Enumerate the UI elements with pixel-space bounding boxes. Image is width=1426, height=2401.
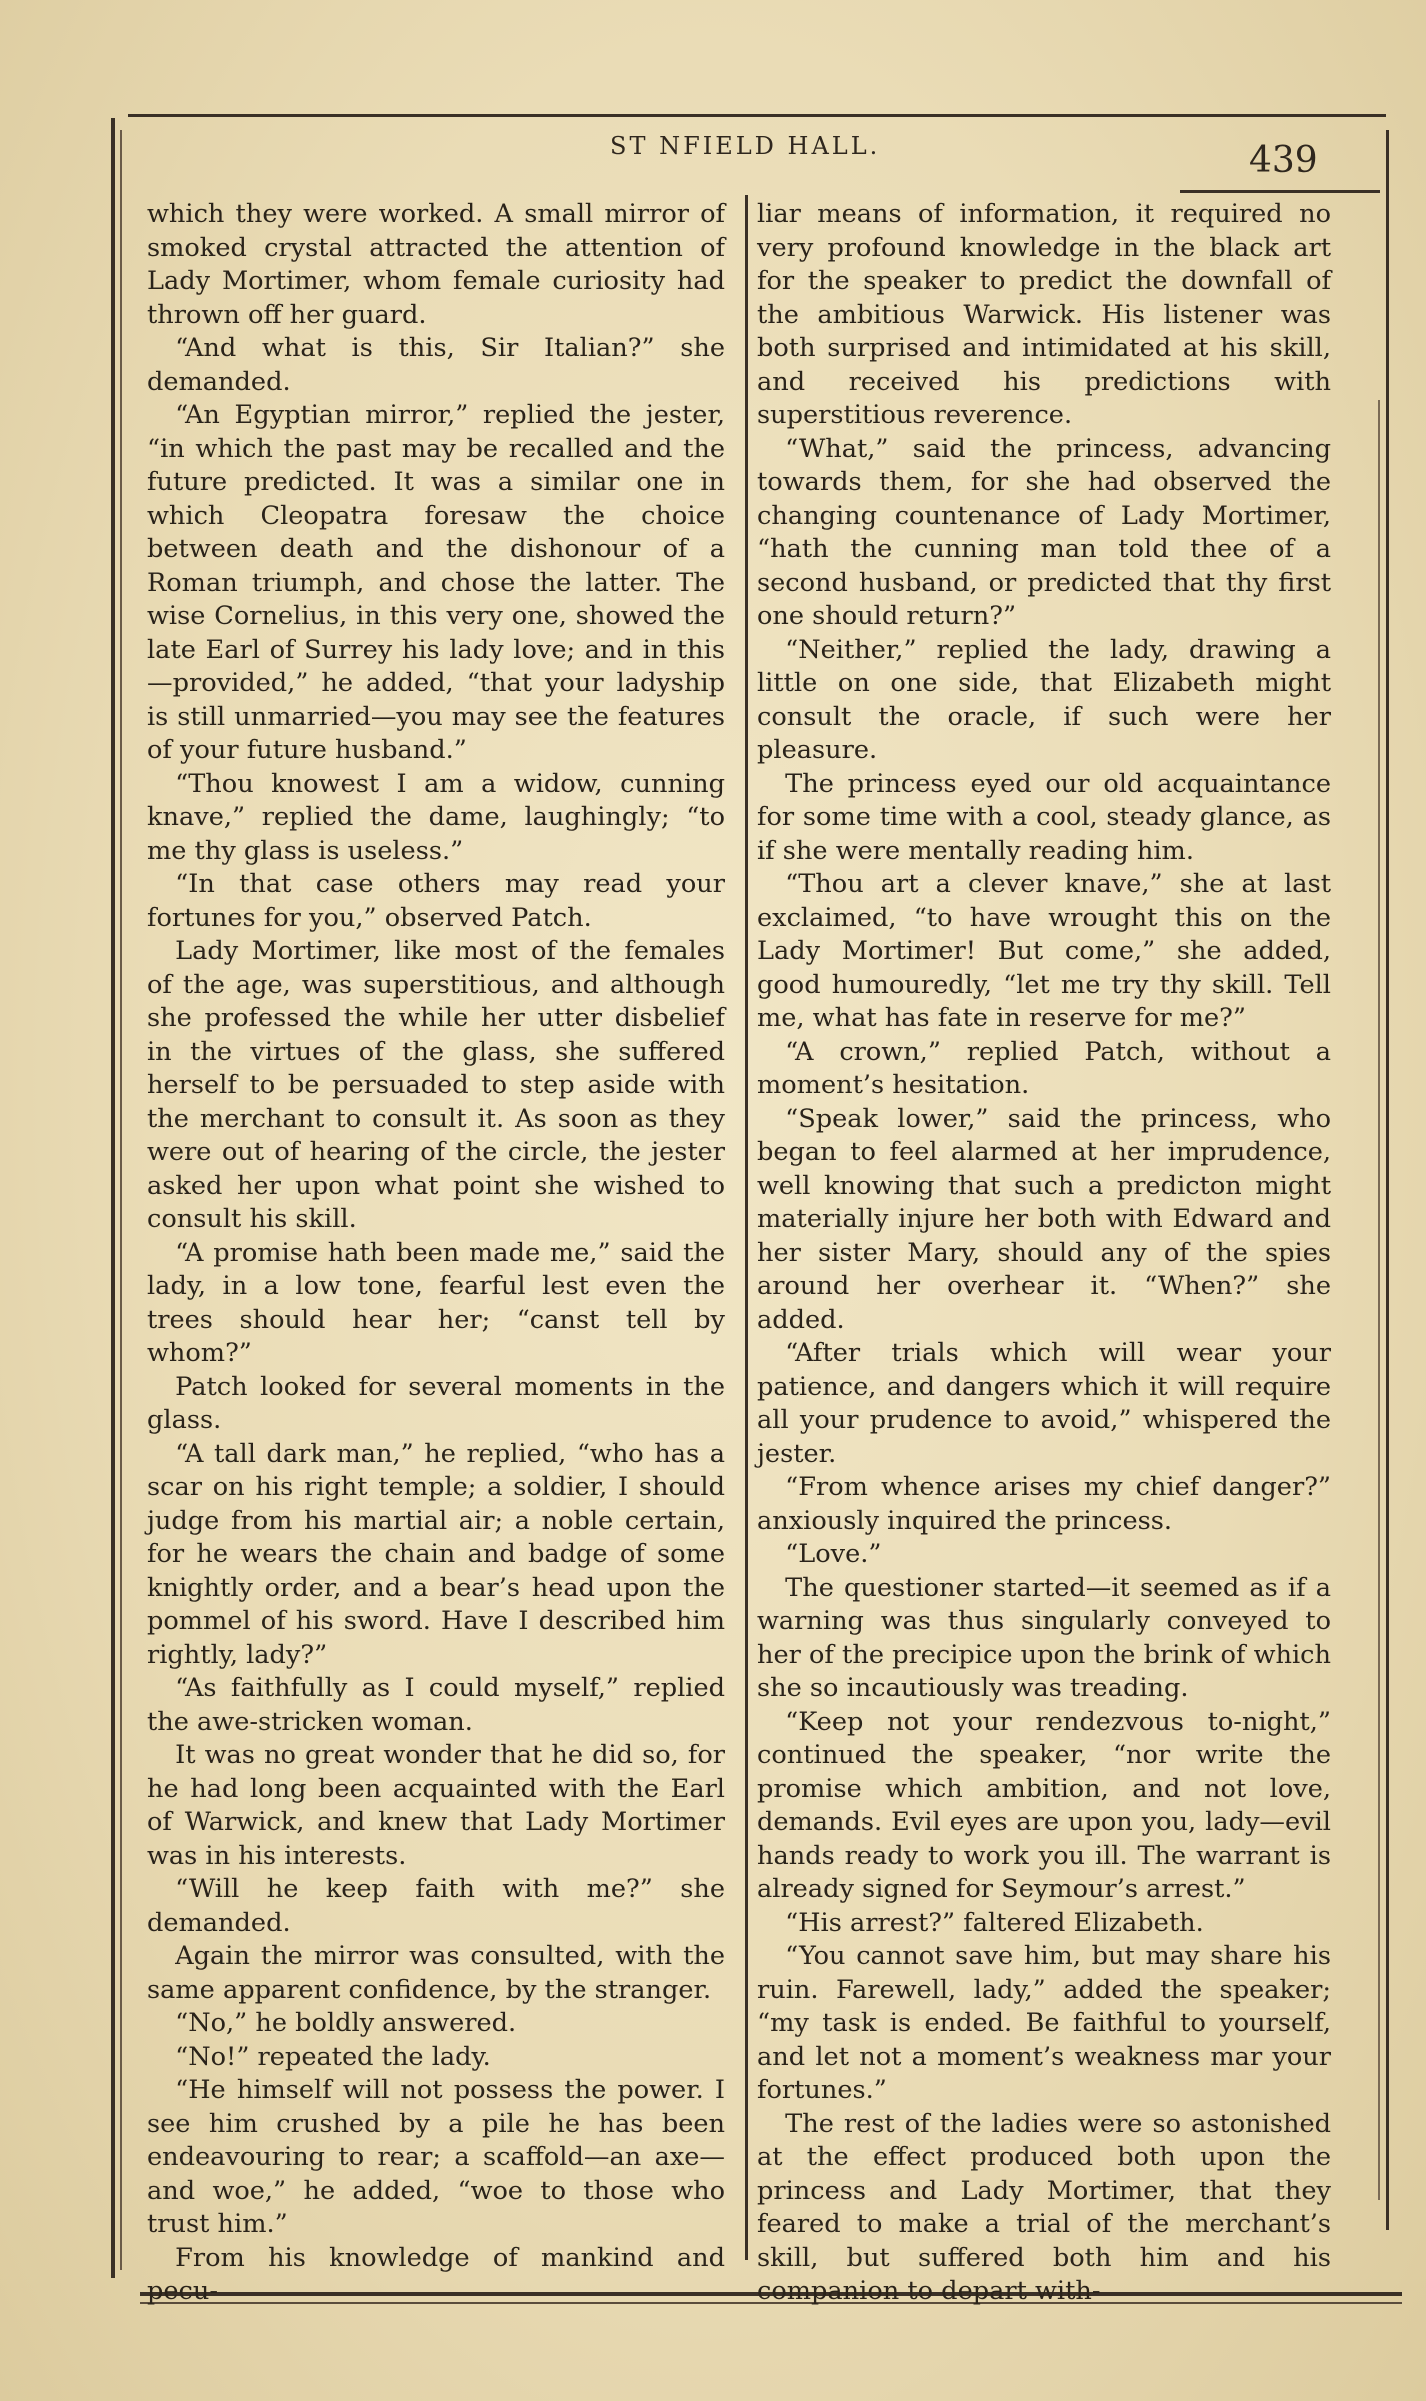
left-inner-border-line xyxy=(120,130,122,2270)
column-divider xyxy=(745,195,748,2260)
running-header: ST NFIELD HALL. xyxy=(610,132,881,160)
page-number: 439 xyxy=(1249,140,1318,181)
page-number-rule xyxy=(1180,190,1380,193)
paragraph: The rest of the ladies were so astonished at the effect produced both upon the princess and Lady Mortimer, that they feared to make a trial of the merchant’s skill, but suffered both him and his companion to depart with- xyxy=(757,2108,1331,2306)
paragraph: “A tall dark man,” he replied, “who has a scar on his right temple; a soldier, I should judge from his martial air; a noble certain, for he wears the chain and badge of some knightly order, and a bear’s head upon the pommel of his sword. Have I described him rightly, lady?” xyxy=(147,1438,725,1670)
left-text-column xyxy=(147,198,725,2309)
paragraph: Again the mirror was consulted, with the same apparent confidence, by the stranger. xyxy=(147,1941,725,2005)
right-inner-border-line xyxy=(1378,400,1380,2200)
paragraph: “What,” said the princess, advancing towards them, for she had observed the changing countenance of Lady Mortimer, “hath the cunning man told thee of a second husband, or predicted that thy first one should return?” xyxy=(757,433,1331,631)
paragraph: “Thou art a clever knave,” she at last exclaimed, “to have wrought this on the Lady Mortimer! But come,” she added, good humouredly, “let me try thy skill. Tell me, what has fate in reserve for me?” xyxy=(757,869,1331,1033)
paragraph: “Speak lower,” said the princess, who began to feel alarmed at her imprudence, well knowing that such a predicton might materially injure her both with Edward and her sister Mary, should any of the spies around her overhear it. “When?” she added. xyxy=(757,1103,1331,1335)
paragraph: “And what is this, Sir Italian?” she demanded. xyxy=(147,333,725,397)
paragraph: “He himself will not possess the power. I see him crushed by a pile he has been endeavouring to rear; a scaffold—an axe—and woe,” he added, “woe to those who trust him.” xyxy=(147,2075,725,2239)
paragraph: “In that case others may read your fortunes for you,” observed Patch. xyxy=(147,869,725,933)
right-text-column xyxy=(757,198,1331,2309)
paragraph: “Love.” xyxy=(785,1539,882,1569)
top-rule xyxy=(128,114,1386,117)
paragraph: “An Egyptian mirror,” replied the jester, “in which the past may be recalled and the future predicted. It was a similar one in which Cleopatra foresaw the choice between death and the dishonour of a Roman triumph, and chose the latter. The wise Cornelius, in this very one, showed the late Earl of Surrey his lady love; and in this—provided,” he added, “that your ladyship is still unmarried—you may see the features of your future husband.” xyxy=(147,400,725,765)
paragraph: The princess eyed our old acquaintance for some time with a cool, steady glance, as if she were mentally reading him. xyxy=(757,768,1331,866)
paragraph: “Thou knowest I am a widow, cunning knave,” replied the dame, laughingly; “to me thy glass is useless.” xyxy=(147,768,725,866)
paragraph: “Will he keep faith with me?” she demanded. xyxy=(147,1874,725,1938)
paragraph: Patch looked for several moments in the glass. xyxy=(147,1371,725,1435)
paragraph: From his knowledge of mankind and pecu- xyxy=(147,2242,725,2306)
paragraph: “You cannot save him, but may share his ruin. Farewell, lady,” added the speaker; “my task is ended. Be faithful to yourself, and let not a moment’s weakness mar your fortunes.” xyxy=(757,1941,1331,2105)
paragraph: liar means of information, it required no very profound knowledge in the black art for the speaker to predict the downfall of the ambitious Warwick. His listener was both surprised and intimidated at his skill, and received his predictions with superstitious reverence. xyxy=(757,199,1331,430)
paragraph: Lady Mortimer, like most of the females of the age, was superstitious, and although she professed the while her utter disbelief in the virtues of the glass, she suffered herself to be persuaded to step aside with the merchant to consult it. As soon as they were out of hearing of the circle, the jester asked her upon what point she wished to consult his skill. xyxy=(147,936,725,1234)
paragraph: which they were worked. A small mirror of smoked crystal attracted the attention of Lady Mortimer, whom female curiosity had thrown off her guard. xyxy=(147,199,725,330)
paragraph: It was no great wonder that he did so, for he had long been acquainted with the Earl of Warwick, and knew that Lady Mortimer was in his interests. xyxy=(147,1740,725,1871)
paragraph: “No!” repeated the lady. xyxy=(175,2041,491,2072)
paragraph: “From whence arises my chief danger?” anxiously inquired the princess. xyxy=(757,1472,1331,1536)
paragraph: “No,” he boldly answered. xyxy=(175,2008,517,2038)
paragraph: “His arrest?” faltered Elizabeth. xyxy=(785,1907,1204,1938)
paragraph: “Keep not your rendezvous to-night,” continued the speaker, “nor write the promise which ambition, and not love, demands. Evil eyes are upon you, lady—evil hands ready to work you ill. The warrant is already signed for Seymour’s arrest.” xyxy=(757,1706,1331,1904)
right-border-line xyxy=(1386,130,1389,2230)
left-border-line xyxy=(111,118,115,2278)
paragraph: “After trials which will wear your patience, and dangers which it will require all your prudence to avoid,” whispered the jester. xyxy=(757,1338,1331,1469)
paragraph: “A promise hath been made me,” said the lady, in a low tone, fearful lest even the trees should hear her; “canst tell by whom?” xyxy=(147,1237,725,1368)
paragraph: “As faithfully as I could myself,” replied the awe-stricken woman. xyxy=(147,1673,725,1737)
paragraph: “Neither,” replied the lady, drawing a little on one side, that Elizabeth might consult the oracle, if such were her pleasure. xyxy=(757,634,1331,765)
paragraph: The questioner started—it seemed as if a warning was thus singularly conveyed to her of the precipice upon the brink of which she so incautiously was treading. xyxy=(757,1572,1331,1703)
paragraph: “A crown,” replied Patch, without a moment’s hesitation. xyxy=(757,1036,1331,1100)
